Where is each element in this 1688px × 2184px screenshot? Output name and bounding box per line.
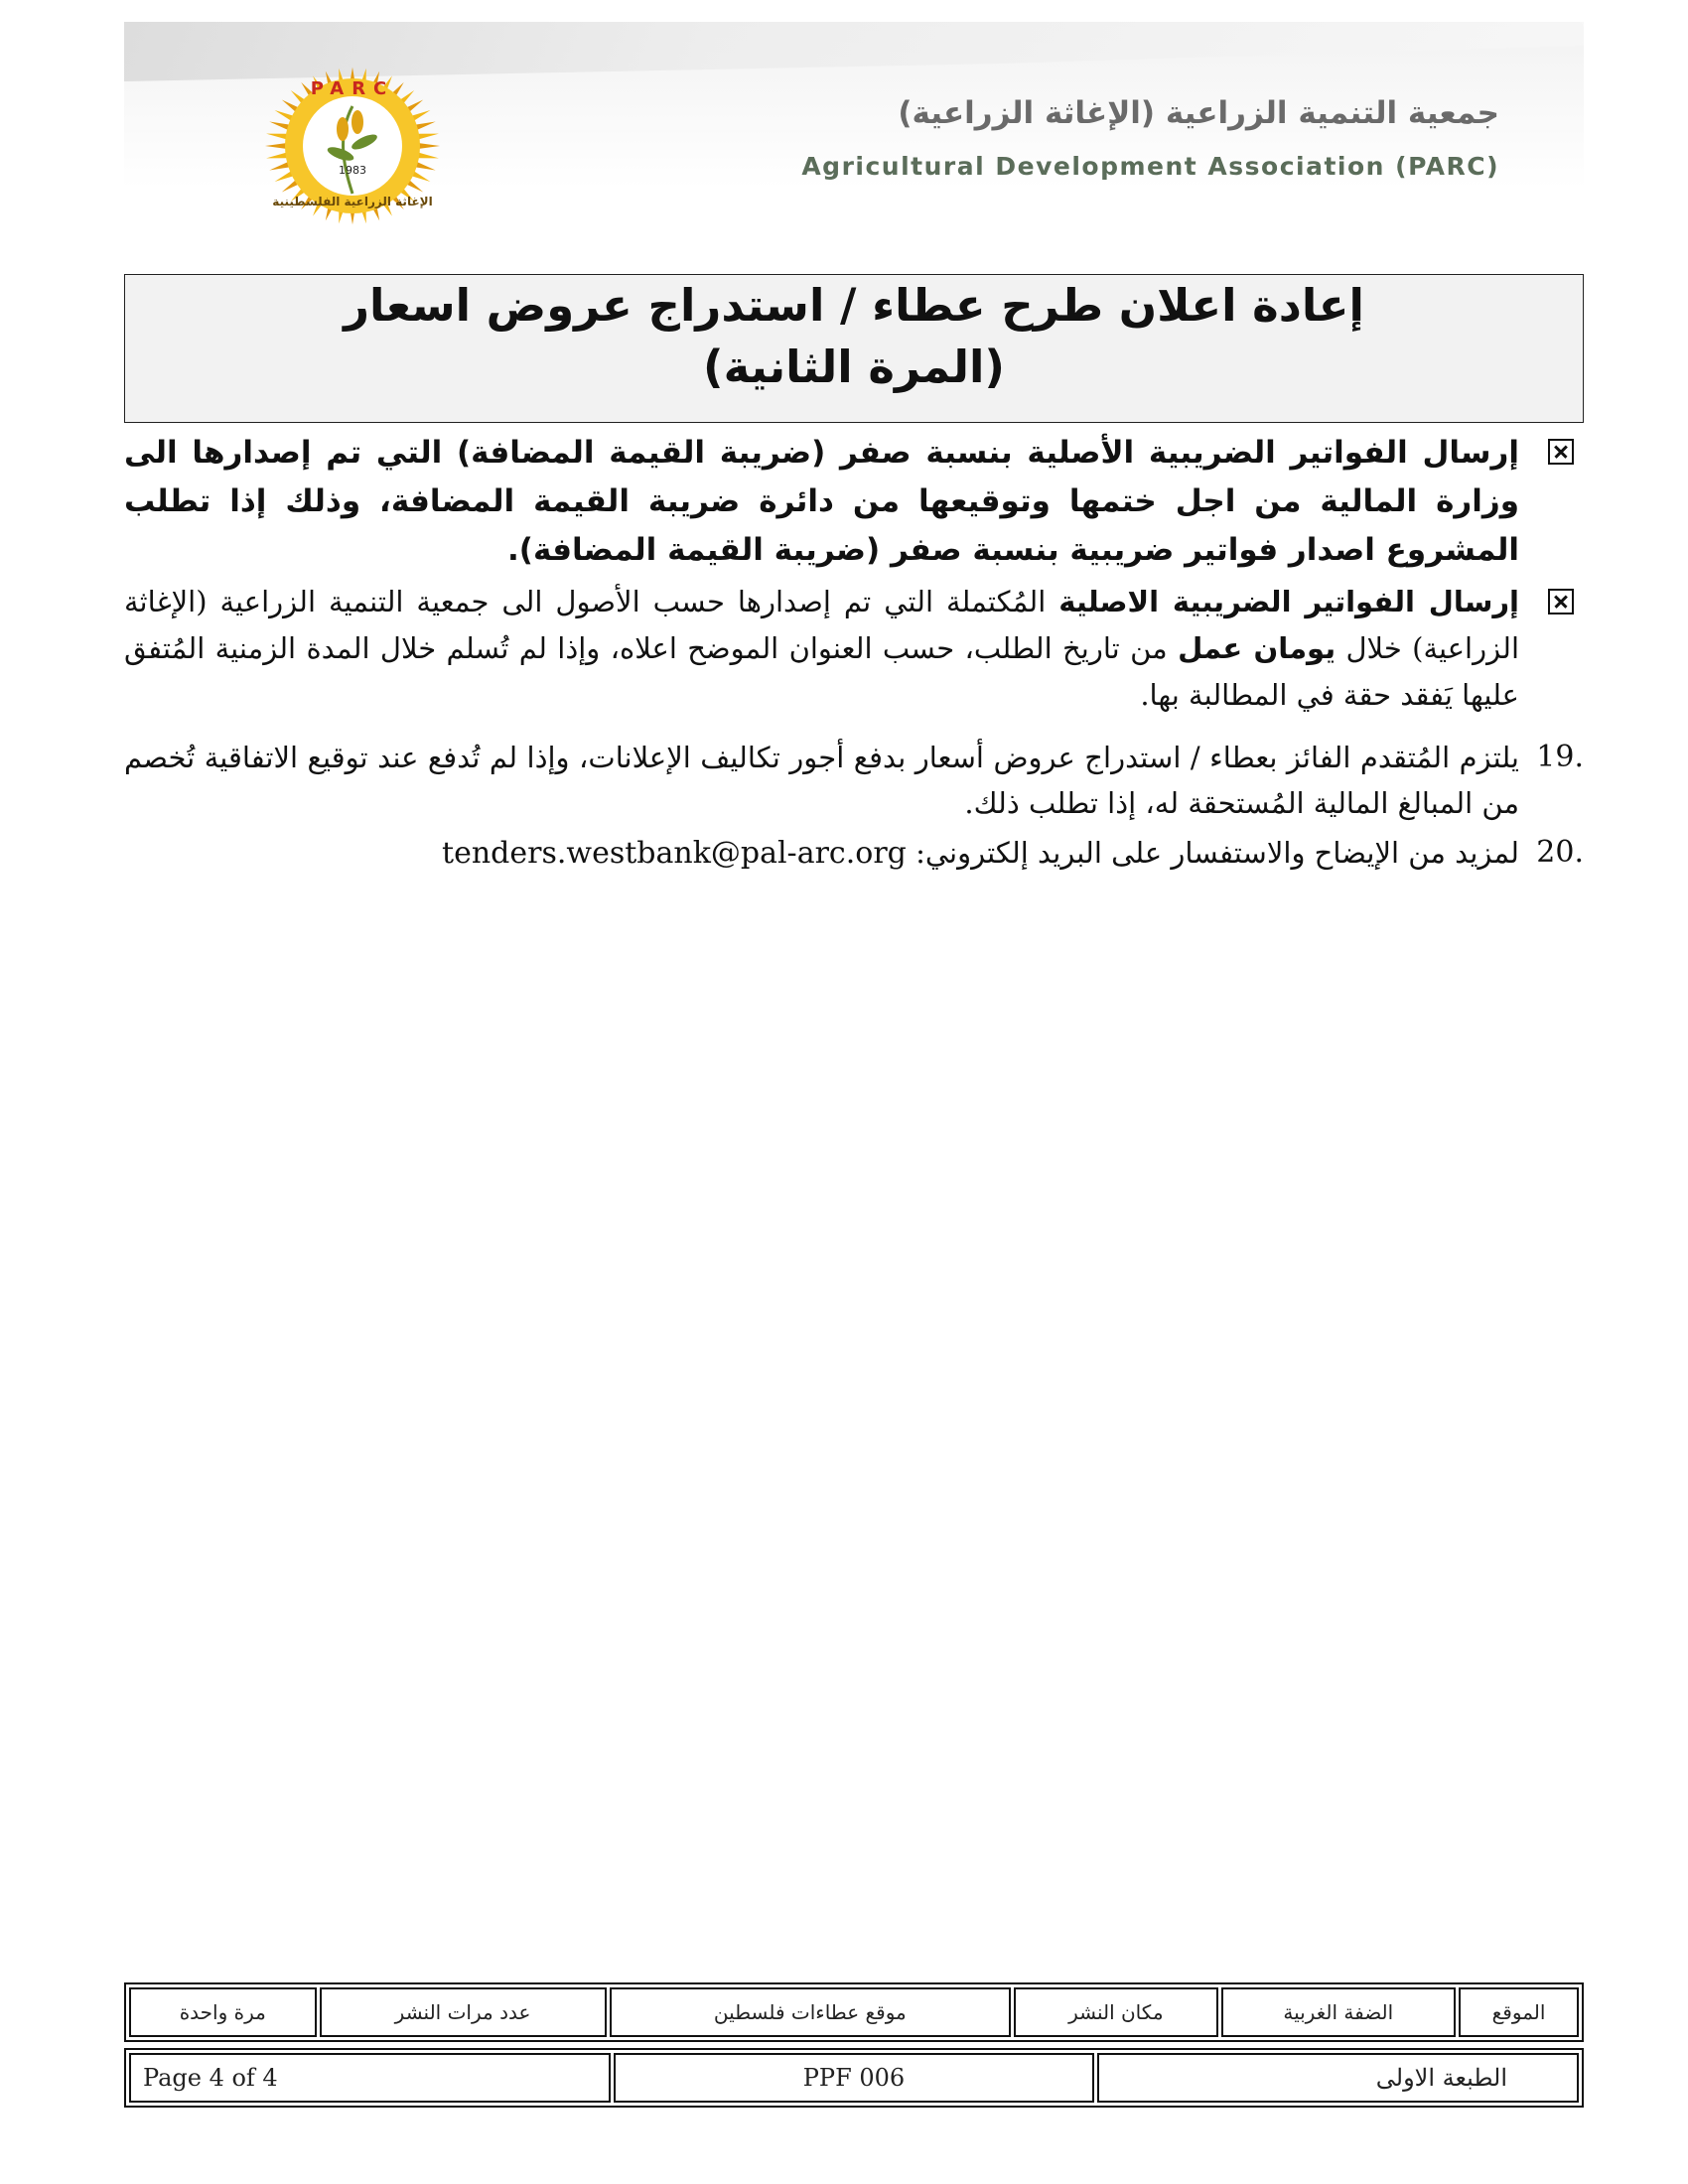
footer-cell: الضفة الغربية (1221, 1987, 1457, 2037)
footer-cell: الموقع (1459, 1987, 1579, 2037)
logo-year: 1983 (339, 164, 366, 177)
title-line-2: (المرة الثانية) (703, 341, 1005, 393)
logo-wheat-grain (352, 110, 363, 134)
item-bold-text: إرسال الفواتير الضريبية الاصلية (1058, 585, 1519, 618)
item-text: إرسال الفواتير الضريبية الأصلية بنسبة صفر (ضريبة القيمة المضافة) التي تم إصدارها الى وزارة المالية من اجل ختمها وتوقيعها من دائرة ضريبة القيمة المضافة، وذلك إذا تطلب المشروع اصدار فواتير ضريبية بنسبة صفر (ضريبة القيمة المضافة). (124, 435, 1519, 568)
document-info-table (124, 2048, 1584, 2108)
logo-sun-ray (266, 152, 288, 158)
item-bold-text: يومان عمل (1178, 631, 1336, 665)
checklist-item (124, 579, 1584, 719)
page-footer (124, 1982, 1584, 2108)
logo-sun-ray (266, 134, 288, 140)
item-text: المُكتملة التي تم إصدارها حسب الأصول الى جمعية التنمية الزراعية (الإغاثة الزراعية) خلال (124, 585, 1520, 665)
edition: الطبعة الاولى (1097, 2053, 1579, 2103)
org-name-english: Agricultural Development Association (PARC) (801, 152, 1499, 181)
logo-wheat-grain (337, 117, 349, 141)
item-text: من تاريخ الطلب، حسب العنوان الموضح اعلاه، وإذا لم تُسلم خلال المدة الزمنية المُتفق عليها يَفقد حقة في المطالبة بها. (124, 631, 1519, 712)
footer-cell: عدد مرات النشر (320, 1987, 607, 2037)
publication-info-table (124, 1982, 1584, 2042)
title-line-1: إعادة اعلان طرح عطاء / استدراج عروض اسعار (344, 279, 1364, 332)
footer-cell: موقع عطاءات فلسطين (610, 1987, 1012, 2037)
logo-sun-ray (418, 143, 440, 149)
logo-arabic-text: الإغاثة الزراعية الفلسطينية (272, 195, 433, 208)
item-text: لمزيد من الإيضاح والاستفسار على البريد إلكتروني: (906, 836, 1519, 870)
announcement-title-box (124, 274, 1584, 423)
footer-cell: مرة واحدة (129, 1987, 317, 2037)
numbered-item-19 (124, 735, 1584, 826)
numbered-item-20 (124, 830, 1584, 877)
logo-sun-ray (265, 143, 287, 149)
item-text: يلتزم المُتقدم الفائز بعطاء / استدراج عروض أسعار بدفع أجور تكاليف الإعلانات، وإذا لم تُدفع عند توقيع الاتفاقية تُخصم من المبالغ المالية المُستحقة له، إذا تطلب ذلك. (124, 741, 1519, 820)
parc-logo (204, 55, 501, 233)
item-number: 20. (1536, 835, 1584, 870)
logo-sun-ray (417, 134, 439, 140)
checked-box-icon (1548, 589, 1574, 614)
checked-box-icon (1548, 439, 1574, 465)
contact-email[interactable]: tenders.westbank@pal-arc.org (442, 836, 907, 871)
logo-sun-ray (417, 152, 439, 158)
footer-cell: مكان النشر (1014, 1987, 1217, 2037)
page-number: Page 4 of 4 (129, 2053, 611, 2103)
document-body (124, 429, 1584, 877)
org-name-arabic: جمعية التنمية الزراعية (الإغاثة الزراعية) (898, 95, 1499, 131)
item-number: 19. (1536, 740, 1584, 774)
logo-parc-text: PARC (310, 78, 395, 99)
checklist-item (124, 429, 1584, 575)
form-code: PPF 006 (614, 2053, 1095, 2103)
